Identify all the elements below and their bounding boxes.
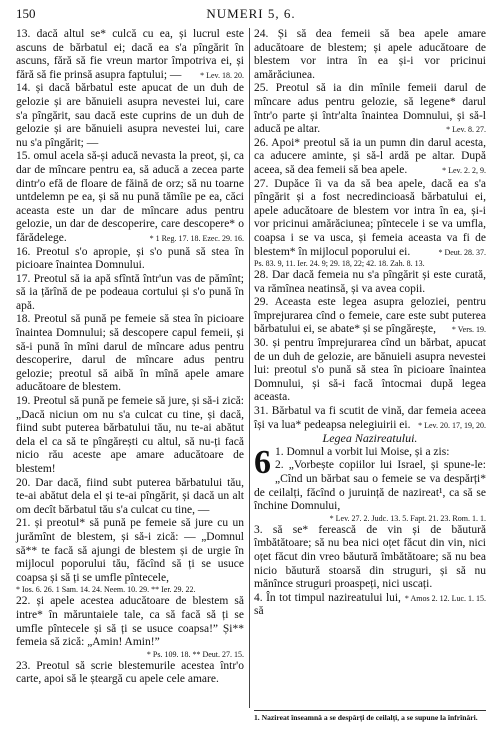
cross-reference: * Lev. 27. 2. Judc. 13. 5. Fapt. 21. 23. Rom. 1. 1. [329, 513, 486, 523]
page-header [16, 6, 486, 24]
right-column [254, 28, 486, 619]
verse-25: 25. Preotul să ia din mînile femeii darul de mîncare adus pentru gelozie, să legene* darul într'o parte și într'alta înaintea Domnului, și să-l aducă pe altar. * Lev. 8. 27. [254, 82, 486, 136]
section-heading: Legea Nazireatului. [322, 431, 418, 446]
left-column [16, 28, 244, 687]
verse-14: 14. și dacă bărbatul este apucat de un duh de gelozie și are bănuieli asupra nevestei lui, care s'a pîngărit, sau dacă este cuprins de un duh de gelozie și are bănuieli asupra nevestei lui, care nu s'a pîngărit; — [16, 82, 244, 149]
cross-reference: * Lev. 20. 17, 19, 20. [418, 420, 486, 430]
verse-24: 24. Și să dea femeii să bea apele amare aducătoare de blestem; și apele aducătoare de blestem vor intra în ea și-i vor pricinui amărăciunea. [254, 28, 486, 81]
verse-15: 15. omul acela să-și aducă nevasta la preot, și, ca dar de mîncare pentru ea, să aducă a zecea parte dintr'o efă de floare de făină de orz; să nu toarne untdelemn pe ea, și să nu pună tămîie pe ea, căci aceasta este un dar de mîncare adus pentru gelozie, un dar de descoperire, care descopere* o fărădelege. * 1 Reg. 17. 18. Ezec. 29. 16. [16, 150, 244, 244]
verse-29: 29. Aceasta este legea asupra geloziei, pentru împrejurarea cînd o femeie, care este subt puterea bărbatului ei, se abate* și se pîngărește, * Vers. 19. [254, 296, 486, 336]
page-number: 150 [16, 6, 36, 21]
verse-13: 13. dacă altul se* culcă cu ea, și lucrul este ascuns de bărbatul ei; dacă ea s'a pîngărit în ascuns, fără să fie vreun martor împotriva ei, și fără să fie prinsă asupra faptului; — * Lev. 18. 20. [16, 28, 244, 81]
cross-reference: * Ios. 6. 26. 1 Sam. 14. 24. Neem. 10. 29. ** Ier. 29. 22. [16, 585, 196, 595]
verse-26: 26. Apoi* preotul să ia un pumn din darul acesta, ca aducere aminte, și să-l ardă pe altar. După aceea, să dea femeii să bea apele. * Lev. 2. 2, 9. [254, 136, 486, 176]
verse-2: 2. „Vorbește copiilor lui Israel, și spune-le: „Cînd un bărbat sau o femeie se va despărți* de ceilalți, făcînd o juruință de nazireat¹, ca să se închine Domnului, [254, 459, 486, 513]
cross-reference: * Ps. 109. 18. ** Deut. 27. 15. [146, 649, 244, 659]
verse-23: 23. Preotul să scrie blestemurile acestea într'o carte, apoi să le șteargă cu apele cele amare. [16, 659, 244, 686]
verse-4: 4. În tot timpul nazireatului lui, să [254, 591, 401, 618]
verse-27: 27. Dupăce îi va da să bea apele, dacă ea s'a pîngărit și a fost necredincioasă bărbatului ei, apele aducătoare de blestem vor intra în ea, și-i vor pricinui amărăciunea; pîntecele i se va umfla, coapsa i se va usca, și femeia aceasta va fi de blestem* în mijlocul poporului ei. * Deut. 28. 37. [254, 177, 486, 258]
verse-19: 19. Preotul să pună pe femeie să jure, și să-i zică: „Dacă niciun om nu s'a culcat cu tine, și dacă, fiind subt puterea bărbatului tău, nu te-ai abătut dela el ca să te pîngărești cu altul, să nu-ți facă nicio rău aceste ape amare aducătoare de blestem! [16, 395, 244, 475]
verse-31: 31. Bărbatul va fi scutit de vină, dar femeia aceea își va lua* pedeapsa nelegiuirii ei. * Lev. 20. 17, 19, 20. [254, 405, 486, 431]
chapter-number: 6 [254, 443, 271, 481]
verse-30: 30. și pentru împrejurarea cînd un bărbat, apucat de un duh de gelozie, are bănuieli asupra nevestei lui: preotul s'o pună să stea în picioare înaintea Domnului, și să-i facă întocmai după legea aceasta. [254, 337, 486, 404]
cross-reference: * Amos 2. 12. Luc. 1. 15. [404, 593, 486, 603]
verse-28: 28. Dar dacă femeia nu s'a pîngărit și este curată, va rămînea neatinsă, și va avea copii. [254, 269, 486, 295]
cross-reference: * 1 Reg. 17. 18. Ezec. 29. 16. [149, 233, 244, 243]
verse-16: 16. Preotul s'o apropie, și s'o pună să stea în picioare înaintea Domnului. [16, 245, 244, 272]
verse-22: 22. și apele acestea aducătoare de blestem să intre* în măruntaiele tale, ca să facă să ți se umfle pîntecele și să ți se usuce coapsa!” Și** femeia să zică: „Amin! Amin!” [16, 595, 244, 649]
chapter-6-verse-1: 6 1. Domnul a vorbit lui Moise, și a zis: [254, 443, 450, 481]
verse-20: 20. Dar dacă, fiind subt puterea bărbatului tău, te-ai abătut dela el și te-ai pîngărit, și dacă un alt om decît bărbatul tău s'a culcat cu tine, — [16, 476, 244, 516]
cross-reference: * Lev. 18. 20. [200, 70, 244, 80]
cross-reference: * Vers. 19. [451, 325, 486, 335]
verse-18: 18. Preotul să pună pe femeie să stea în picioare înaintea Domnului; să descopere capul femeii, și să-i pună în mîni darul de mîncare adus pentru descoperire, darul de mîncare adus pentru gelozie; preotul să aibă în mînă apele amare aducătoare de blestem. [16, 313, 244, 394]
verse-17: 17. Preotul să ia apă sfîntă într'un vas de pămînt; să ia țărînă de pe podeaua cortului și s'o pună în apă. [16, 272, 244, 312]
running-title: NUMERI 5, 6. [206, 6, 296, 21]
cross-reference: * Lev. 2. 2, 9. [442, 165, 486, 175]
cross-reference: * Deut. 28. 37. [438, 247, 486, 257]
column-divider [249, 28, 250, 708]
verse-3: 3. să se* ferească de vin și de băutură îmbătătoare; să nu bea nici oțet făcut din vin, nici oțet făcut din vreo băutură îmbătătoare; să nu bea nicio băutură stoarsă din struguri, și să nu mănînce struguri proaspeți, nici uscați. * Amos 2. 12. Luc. 1. 15. [254, 524, 486, 592]
verse-21: 21. și preotul* să pună pe femeie să jure cu un jurămînt de blestem, și să-i zică: — „Domnul să** te facă să ajungi de blestem și de urgie în mijlocul poporului tău, făcînd să ți se usuce coapsa și să ți se umfle pîntecele, [16, 517, 244, 584]
footnote: 1. Nazireat înseamnă a se despărți de ceilalți, a se supune la înfrînări. [254, 710, 486, 723]
cross-reference-line: Ps. 83. 9, 11. Ier. 24. 9; 29. 18, 22; 42. 18. Zah. 8. 13. [254, 259, 425, 269]
cross-reference: * Lev. 8. 27. [446, 125, 486, 135]
